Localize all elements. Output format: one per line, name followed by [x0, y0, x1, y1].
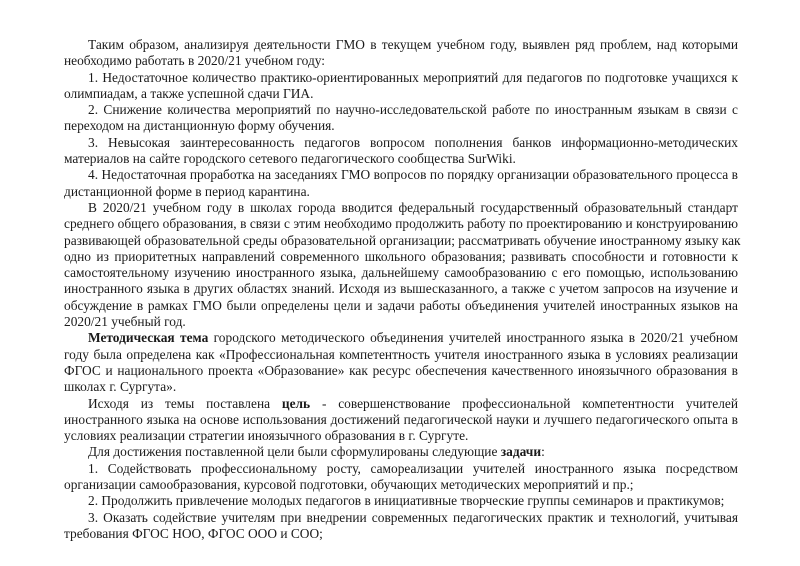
paragraph: [64, 167, 738, 200]
text-segment: Таким образом, анализируя деятельности ГМО в текущем учебном году, выявлен ряд проблем, над которыми: [88, 37, 738, 52]
text-line: [64, 330, 738, 346]
text-line: [64, 363, 738, 379]
text-line: [64, 249, 738, 265]
text-segment: организации самообразования, курсовой подготовки, обучающих методических мероприятий и пр.;: [64, 477, 634, 493]
text-segment: иностранного языка на основе использования достижений педагогической науки и лучшего педагогического опыта в: [64, 411, 738, 427]
text-segment: иностранного языка в других областях знаний. Исходя из вышесказанного, а также с учетом запросов на изучение и: [64, 281, 738, 297]
text-segment: среднего общего образования, в связи с этим необходимо продолжить работу по проектированию и конструированию: [64, 216, 738, 232]
text-line: [64, 135, 738, 151]
text-segment: необходимо работать в 2020/21 учебном году:: [64, 53, 326, 69]
text-line: [64, 167, 738, 183]
paragraph: [64, 444, 738, 460]
text-segment: условиях реализации стратегии иноязычного образования в г. Сургуте.: [64, 428, 469, 444]
paragraph: [64, 493, 738, 509]
bold-term: Методическая тема: [88, 330, 209, 346]
text-segment: развивающей образовательной среды образовательной организации; рассматривать обучение иностранному языку как: [64, 232, 741, 248]
text-segment: Для достижения поставленной цели были сформулированы следующие: [88, 444, 501, 460]
text-line: [64, 184, 738, 200]
text-line: [64, 151, 738, 167]
paragraph: [64, 510, 738, 543]
text-line: [64, 298, 738, 314]
paragraph: [64, 135, 738, 168]
text-segment: :: [541, 444, 545, 460]
text-line: [64, 526, 738, 542]
text-segment: 1. Недостаточное количество практико-ориентированных мероприятий для педагогов по подготовке учащихся к: [88, 69, 738, 85]
text-segment: переходом на дистанционную форму обучения.: [64, 118, 335, 134]
text-line: [64, 118, 738, 134]
text-segment: требования ФГОС НОО, ФГОС ООО и СОО;: [64, 525, 323, 541]
text-line: [64, 428, 738, 444]
text-segment: городского методического объединения учителей иностранного языка в 2020/21 учебном: [208, 330, 738, 346]
text-line: [64, 461, 738, 477]
text-line: [64, 70, 738, 86]
text-segment: 2. Снижение количества мероприятий по научно-исследовательской работе по иностранным языкам в связи с: [88, 102, 738, 118]
text-line: [64, 314, 738, 330]
text-segment: 2. Продолжить привлечение молодых педагогов в инициативные творческие группы семинаров и практикумов;: [88, 493, 725, 509]
text-line: [64, 200, 738, 216]
bold-term: задачи: [500, 444, 542, 460]
text-line: [64, 265, 738, 281]
paragraph: [64, 199, 741, 330]
text-line: [64, 86, 738, 102]
text-segment: - совершенствование профессиональной компетентности учителей: [310, 395, 739, 411]
paragraph: [64, 102, 738, 135]
text-line: [64, 232, 741, 249]
text-line: [64, 216, 738, 232]
text-line: [64, 379, 738, 395]
text-line: [64, 53, 738, 69]
text-line: [64, 412, 738, 428]
text-line: [64, 510, 738, 526]
paragraph: [64, 70, 738, 103]
text-line: [64, 347, 738, 363]
text-segment: самостоятельному изучению иностранного языка, дальнейшему самообразованию с его помощью, использованию: [64, 265, 738, 281]
bold-term: цель: [281, 395, 311, 411]
text-segment: году была определена как «Профессиональная компетентность учителя иностранного языка в условиях реализации: [64, 346, 738, 362]
text-segment: Исходя из темы поставлена: [88, 395, 282, 411]
text-segment: одно из приоритетных направлений современного школьного образования; развивать способности и готовности к: [64, 248, 738, 264]
text-line: [64, 37, 738, 53]
paragraph: [64, 396, 738, 445]
paragraph: [64, 461, 738, 494]
document-page: [64, 37, 741, 542]
text-segment: 2020/21 учебный год.: [64, 314, 186, 330]
text-segment: материалов на сайте городского сетевого педагогического сообщества SurWiki.: [64, 151, 516, 167]
text-segment: 1. Содействовать профессиональному росту, самореализации учителей иностранного языка посредством: [88, 460, 738, 476]
text-segment: 3. Невысокая заинтересованность педагогов вопросом пополнения банков информационно-методических: [88, 134, 738, 150]
text-segment: обсуждение в рамках ГМО были определены цели и задачи работы объединения учителей иностранных языков на: [64, 297, 738, 313]
text-line: [64, 477, 738, 493]
text-line: [64, 281, 738, 297]
text-segment: 3. Оказать содействие учителям при внедрении современных педагогических практик и технологий, учитывая: [88, 509, 738, 525]
text-segment: школах г. Сургута».: [64, 379, 177, 395]
text-segment: 4. Недостаточная проработка на заседаниях ГМО вопросов по порядку организации образовательного процесса в: [88, 167, 738, 183]
text-line: [64, 444, 738, 460]
text-line: [64, 396, 738, 412]
paragraph: [64, 37, 738, 70]
text-line: [64, 102, 738, 118]
text-segment: В 2020/21 учебном году в школах города вводится федеральный государственный образовательный стандарт: [88, 199, 738, 215]
text-segment: дистанционной форме в период карантина.: [64, 183, 310, 199]
text-segment: ФГОС и национального проекта «Образование» как ресурс обеспечения качественного иноязычного образования в: [64, 362, 738, 378]
paragraph: [64, 330, 738, 395]
text-segment: олимпиадам, а также успешной сдачи ГИА.: [64, 85, 314, 101]
text-line: [64, 493, 738, 509]
